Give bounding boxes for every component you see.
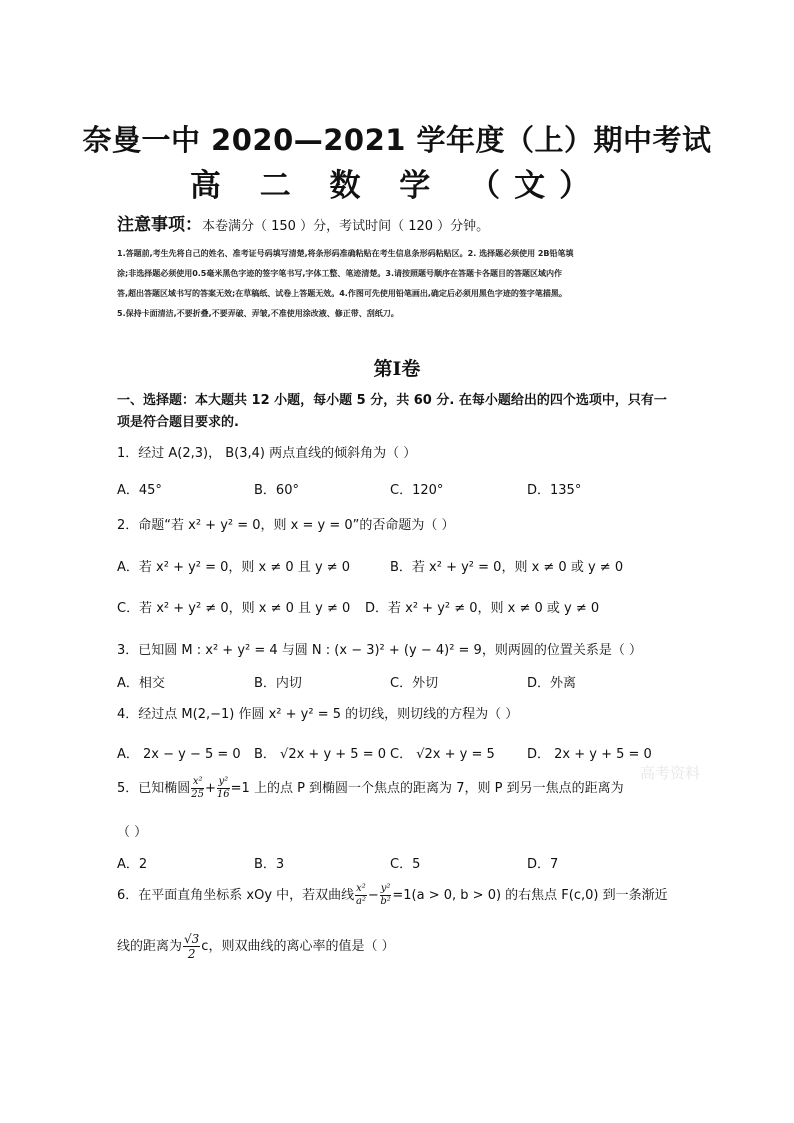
option-b: B．3 — [254, 857, 285, 872]
notice-label: 注意事项： — [117, 215, 202, 235]
option-a: A．相交 — [117, 676, 165, 691]
option-d: D．7 — [527, 857, 559, 872]
option-a: A．若 x² + y² = 0，则 x ≠ 0 且 y ≠ 0 — [117, 560, 351, 575]
option-a: A． 2x − y − 5 = 0 — [117, 747, 241, 762]
denominator: b² — [380, 896, 391, 907]
operator: − — [367, 888, 379, 903]
question-6-stem — [117, 883, 668, 908]
fraction — [380, 883, 392, 908]
option-c: C．120° — [390, 483, 444, 498]
notice-text: 本卷满分（ 150 ）分，考试时间（ 120 ）分钟。 — [202, 219, 490, 234]
numerator: x² — [356, 883, 366, 894]
option-d: D．若 x² + y² ≠ 0，则 x ≠ 0 或 y ≠ 0 — [365, 601, 600, 616]
rule-line: 5.保持卡面清洁,不要折叠,不要弄破、弄皱,不准使用涂改液、修正带、刮纸刀。 — [117, 309, 399, 318]
numerator: x² — [192, 776, 203, 787]
question-2-stem: 2．命题“若 x² + y² = 0，则 x = y = 0”的否命题为（ ） — [117, 518, 455, 533]
option-a: A．2 — [117, 857, 148, 872]
denominator: 25 — [191, 789, 205, 800]
stem-text: 6．在平面直角坐标系 xOy 中，若双曲线 — [117, 888, 355, 903]
operator: + — [205, 781, 216, 796]
rule-line: 涂;非选择题必须使用0.5毫米黑色字迹的签字笔书写,字体工整、笔迹清楚。3.请按照题号顺序在答题卡各题目的答题区域内作 — [117, 269, 563, 278]
fraction — [217, 776, 230, 801]
section-instruction — [117, 390, 683, 434]
option-b: B．60° — [254, 483, 299, 498]
option-b: B．若 x² + y² = 0，则 x ≠ 0 或 y ≠ 0 — [390, 560, 624, 575]
watermark: 高考资料 — [640, 764, 701, 782]
stem-text: c，则双曲线的离心率的值是（ ） — [201, 939, 395, 954]
option-c: C． √2x + y = 5 — [390, 747, 495, 762]
stem-text: 线的距离为 — [117, 939, 183, 954]
denominator: a² — [355, 896, 366, 907]
fraction — [355, 883, 367, 908]
notice-rules — [117, 244, 683, 324]
notice-line — [117, 210, 489, 235]
volume-heading: 第Ⅰ卷 — [373, 358, 421, 380]
exam-title: 奈曼一中 2020—2021 学年度（上）期中考试 — [82, 123, 712, 157]
stem-text: =1 上的点 P 到椭圆一个焦点的距离为 7，则 P 到另一焦点的距离为 — [230, 781, 624, 796]
fraction — [183, 932, 200, 961]
question-6-stem-line2 — [117, 932, 395, 961]
stem-text: =1(a > 0, b > 0) 的右焦点 F(c,0) 到一条渐近 — [392, 888, 668, 903]
numerator: √3 — [184, 932, 200, 946]
option-b: B． √2x + y + 5 = 0 — [254, 747, 387, 762]
instruction-line: 一、选择题：本大题共 12 小题，每小题 5 分，共 60 分. 在每小题给出的四个选项中，只有一 — [117, 393, 667, 408]
fraction — [191, 776, 204, 801]
option-b: B．内切 — [254, 676, 302, 691]
question-3-stem: 3．已知圆 M : x² + y² = 4 与圆 N : (x − 3)² + (y − 4)² = 9，则两圆的位置关系是（ ） — [117, 643, 642, 658]
option-d: D． 2x + y + 5 = 0 — [527, 747, 652, 762]
stem-text: 5．已知椭圆 — [117, 781, 191, 796]
option-c: C．5 — [390, 857, 421, 872]
exam-subtitle: 高 二 数 学 （文） — [189, 168, 605, 204]
rule-line: 1.答题前,考生先将自己的姓名、准考证号码填写清楚,将条形码准确粘贴在考生信息条形码粘贴区。2. 选择题必须使用 2B铅笔填 — [117, 249, 574, 258]
question-4-stem: 4．经过点 M(2,−1) 作圆 x² + y² = 5 的切线，则切线的方程为（ ） — [117, 707, 519, 722]
option-d: D．135° — [527, 483, 582, 498]
option-d: D．外离 — [527, 676, 577, 691]
question-5-stem-line2: （ ） — [117, 825, 148, 840]
denominator: 16 — [216, 789, 230, 800]
question-5-stem — [117, 776, 624, 801]
numerator: y² — [218, 776, 229, 787]
numerator: y² — [380, 883, 391, 894]
question-1-stem: 1．经过 A(2,3)， B(3,4) 两点直线的倾斜角为（ ） — [117, 446, 417, 461]
option-a: A．45° — [117, 483, 162, 498]
instruction-line: 项是符合题目要求的. — [117, 415, 239, 430]
option-c: C．外切 — [390, 676, 439, 691]
denominator: 2 — [187, 947, 196, 961]
rule-line: 答,超出答题区域书写的答案无效;在草稿纸、试卷上答题无效。4.作图可先使用铅笔画出,确定后必须用黑色字迹的签字笔描黑。 — [117, 289, 567, 298]
option-c: C．若 x² + y² ≠ 0，则 x ≠ 0 且 y ≠ 0 — [117, 601, 351, 616]
